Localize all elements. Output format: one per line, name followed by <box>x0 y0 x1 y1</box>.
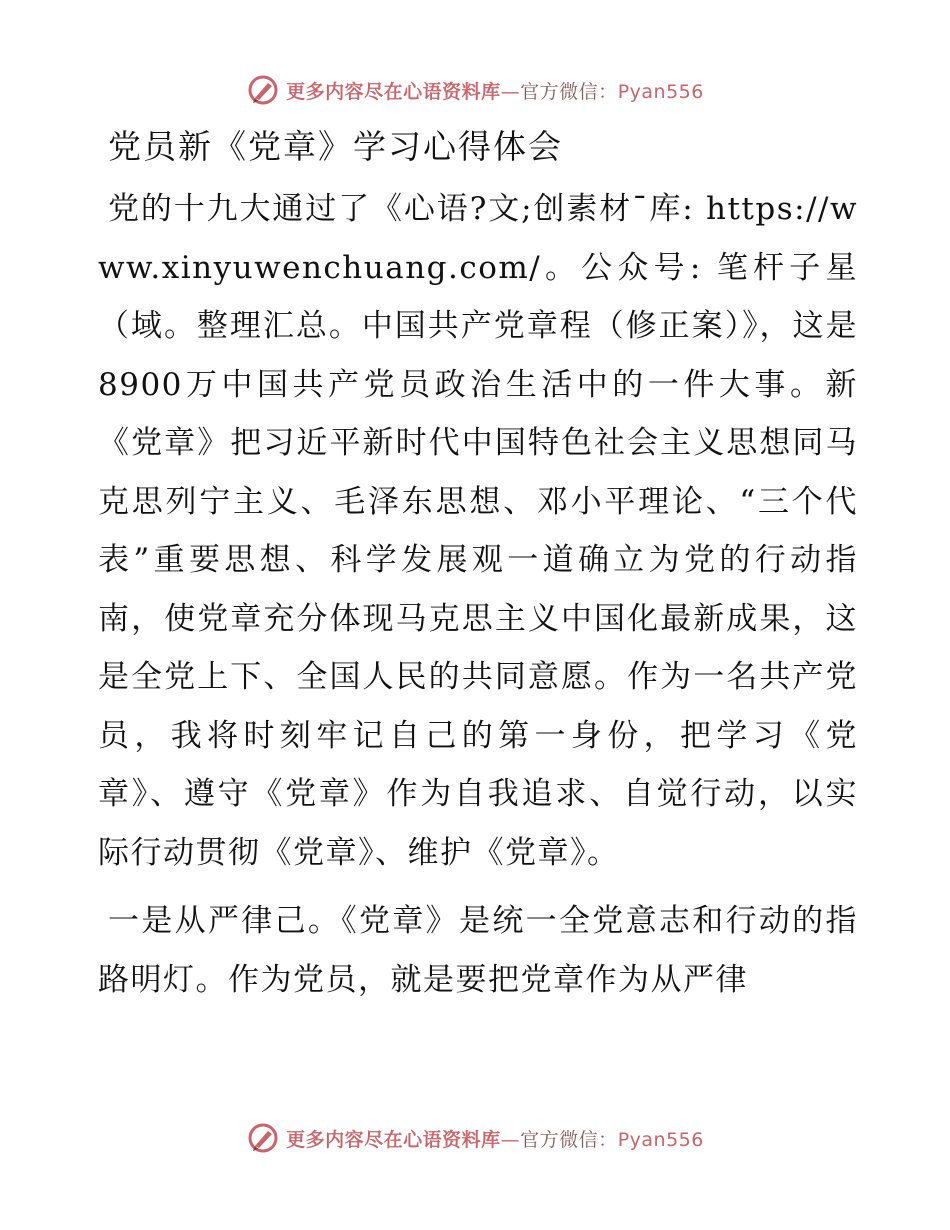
banner-separator: — <box>500 80 521 103</box>
banner-text <box>286 77 704 104</box>
pen-logo-icon <box>246 1121 280 1155</box>
banner-separator: — <box>500 1128 521 1151</box>
banner-wechat-id: Pyan556 <box>617 80 704 103</box>
banner-text <box>286 1125 704 1152</box>
banner-wechat-id: Pyan556 <box>617 1128 704 1151</box>
banner-main-text: 更多内容尽在心语资料库 <box>286 80 501 103</box>
document-body <box>98 124 858 1019</box>
footer-banner <box>0 1118 950 1158</box>
banner-main-text: 更多内容尽在心语资料库 <box>286 1128 501 1151</box>
banner-label: 官方微信： <box>520 80 618 103</box>
header-banner <box>0 70 950 110</box>
paragraph-intro: 党的十九大通过了《心语?文;创素材¯库: https://www.xinyuwenchuang.com/。公众号: 笔杆子星（域。整理汇总。中国共产党章程（修正案）》，这是8900万中国共产党员政治生活中的一件大事。新《党章》把习近平新时代中国特色社会主义思想同马克思列宁主义、毛泽东思想、邓小平理论、“三个代表”重要思想、科学发展观一道确立为党的行动指南，使党章充分体现马克思主义中国化最新成果，这是全党上下、全国人民的共同意愿。作为一名共产党员，我将时刻牢记自己的第一身份，把学习《党章》、遵守《党章》作为自我追求、自觉行动，以实际行动贯彻《党章》、维护《党章》。 <box>98 191 858 871</box>
banner-label: 官方微信： <box>520 1128 618 1151</box>
pen-logo-icon <box>246 73 280 107</box>
document-title: 党员新《党章》学习心得体会 <box>108 127 563 166</box>
paragraph-point-one: 一是从严律己。《党章》是统一全党意志和行动的指路明灯。作为党员，就是要把党章作为从严律 <box>98 903 858 998</box>
